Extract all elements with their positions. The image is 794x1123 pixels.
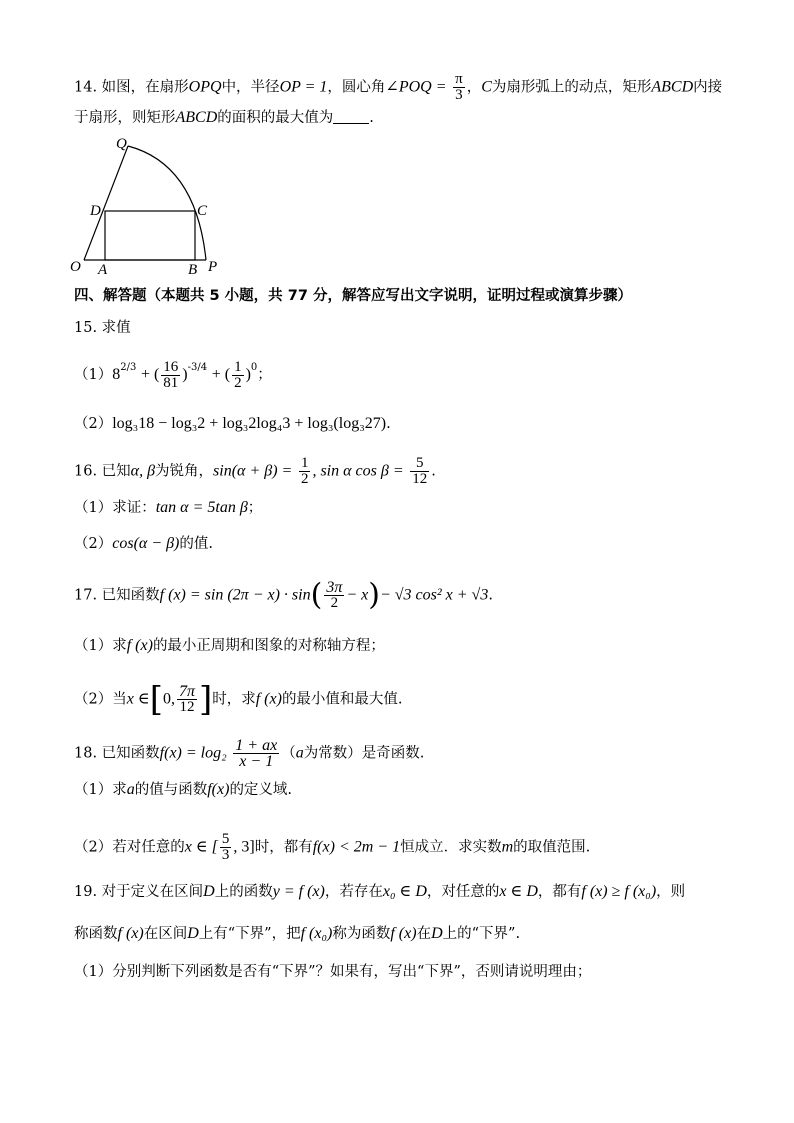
fraction-denominator: 81 bbox=[163, 374, 179, 391]
q18-a: a bbox=[126, 781, 135, 798]
fraction-denominator: 12 bbox=[179, 699, 195, 715]
q17-part-2 bbox=[74, 679, 403, 720]
q14-angle: ∠POQ = bbox=[385, 78, 447, 96]
label-b: B bbox=[188, 262, 198, 278]
answer-blank bbox=[333, 109, 369, 124]
q15-operator: + ( bbox=[211, 366, 231, 383]
q15-fraction bbox=[232, 360, 244, 391]
q19-d: D bbox=[187, 925, 199, 942]
label-p: P bbox=[208, 259, 218, 275]
part-label: （2）当 bbox=[74, 691, 127, 708]
q17-text: 的最小值和最大值. bbox=[281, 691, 403, 708]
q17-function: f (x) = sin (2π − x) · sin bbox=[159, 586, 311, 604]
q14-text: ， bbox=[466, 79, 482, 96]
q18-line bbox=[74, 738, 424, 769]
q17-part-1 bbox=[74, 636, 385, 656]
q17-interval: 0, bbox=[162, 690, 175, 708]
q18-text: 的取值范围. bbox=[513, 839, 591, 856]
q18-part-1 bbox=[74, 780, 292, 800]
q18-text: 已知函数 bbox=[101, 745, 160, 762]
q16-line bbox=[74, 456, 436, 487]
q16-vars: α, β bbox=[130, 462, 156, 480]
q14-line-2 bbox=[74, 108, 374, 128]
q18-part-2 bbox=[74, 832, 590, 863]
q19-f: f (x) bbox=[117, 925, 144, 942]
q17-text: 已知函数 bbox=[101, 587, 160, 604]
fraction-numerator: π bbox=[455, 71, 463, 87]
part-label: （2） bbox=[74, 536, 113, 552]
q14-line-1 bbox=[74, 72, 722, 103]
q17-f: f (x) bbox=[255, 690, 282, 708]
q19-fx0: f (x₀) bbox=[300, 925, 333, 942]
fraction-numerator: 5 bbox=[410, 456, 429, 472]
q16-text: 为锐角， bbox=[155, 463, 214, 480]
punctuation: ； bbox=[247, 500, 263, 516]
punctuation: . bbox=[386, 416, 391, 432]
q15-number: 15. bbox=[74, 320, 98, 336]
label-a: A bbox=[98, 262, 108, 278]
q14-text: 的面积的最大值为 bbox=[217, 110, 334, 126]
q17-fraction bbox=[177, 684, 197, 715]
q15-exponent: 0 bbox=[250, 362, 258, 373]
rectangle-abcd bbox=[105, 211, 195, 260]
q17-fraction bbox=[324, 580, 344, 611]
q16-text: 的值. bbox=[179, 536, 213, 552]
part-label: （1）求 bbox=[74, 782, 127, 798]
q15-part-1 bbox=[74, 358, 272, 391]
q17-function: − x bbox=[346, 586, 369, 604]
q14-sector: OPQ bbox=[188, 78, 222, 96]
q14-text: ，圆心角 bbox=[327, 79, 386, 96]
q17-function: − √3 cos² x + √3 bbox=[379, 586, 489, 604]
q15-part-2 bbox=[74, 414, 391, 434]
q18-interval: x ∈ [ bbox=[184, 838, 218, 856]
q18-text: 的值与函数 bbox=[134, 782, 208, 798]
fraction-numerator: 16 bbox=[163, 358, 179, 375]
q18-a: a bbox=[295, 744, 304, 762]
q18-fraction bbox=[233, 738, 279, 769]
q17-number: 17. bbox=[74, 587, 98, 604]
q16-equation: sin(α + β) = bbox=[213, 462, 293, 480]
q16-part-1 bbox=[74, 498, 262, 518]
bracket: [ bbox=[149, 679, 163, 720]
fraction-denominator: 3 bbox=[221, 847, 230, 863]
q19-text: 上有“下界”，把 bbox=[198, 926, 301, 942]
q15-exponent: 2/3 bbox=[120, 362, 137, 373]
q19-text: ，对任意的 bbox=[426, 884, 500, 900]
label-d: D bbox=[90, 203, 101, 219]
q18-interval: , 3] bbox=[233, 838, 255, 856]
q14-number: 14. bbox=[74, 79, 98, 96]
q18-m: m bbox=[501, 838, 514, 856]
part-label: （1） bbox=[74, 367, 113, 383]
q19-d: D bbox=[203, 883, 215, 900]
q19-text: ，则 bbox=[656, 884, 686, 900]
q15-fraction bbox=[161, 360, 180, 391]
q16-number: 16. bbox=[74, 463, 98, 480]
label-c: C bbox=[197, 203, 208, 219]
q19-inequality: f (x) ≥ f (x₀) bbox=[581, 883, 657, 900]
q19-line-1 bbox=[74, 882, 685, 902]
arc-qp bbox=[128, 146, 206, 260]
q17-line bbox=[74, 577, 493, 613]
q14-rect: ABCD bbox=[651, 78, 694, 96]
q15-paren: ) bbox=[245, 366, 251, 383]
q19-text: 上的“下界”. bbox=[442, 926, 521, 942]
q14-angle-fraction bbox=[453, 72, 465, 103]
paren: ( bbox=[310, 577, 323, 613]
q18-text: 为常数）是奇函数. bbox=[303, 745, 425, 762]
punctuation: ； bbox=[257, 367, 272, 383]
q19-text: ，若存在 bbox=[324, 884, 383, 900]
sector-figure bbox=[66, 134, 226, 280]
q17-text: 的最小正周期和图象的对称轴方程； bbox=[152, 638, 385, 654]
q17-text: 时，求 bbox=[212, 691, 256, 708]
q19-text: 称函数 bbox=[74, 926, 118, 942]
q19-part-1: （1）分别判断下列函数是否有“下界”？如果有，写出“下界”，否则请说明理由； bbox=[74, 964, 592, 980]
q16-equation: , sin α cos β = bbox=[312, 462, 404, 480]
q17-interval: x ∈ bbox=[126, 690, 150, 708]
q19-text: 上的函数 bbox=[214, 884, 273, 900]
section-title: 四、解答题（本题共 5 小题，共 77 分，解答应写出文字说明，证明过程或演算步骤） bbox=[74, 288, 632, 304]
q19-x0: x₀ ∈ D bbox=[382, 883, 427, 900]
q19-d: D bbox=[431, 925, 443, 942]
fraction-numerator: 1 bbox=[300, 455, 309, 471]
part-label: （2） bbox=[74, 416, 113, 432]
fraction-denominator: 12 bbox=[412, 471, 428, 487]
fraction-denominator: 2 bbox=[300, 471, 309, 487]
q16-part-2 bbox=[74, 534, 213, 554]
fraction-denominator: 3 bbox=[455, 87, 463, 103]
q15-header bbox=[74, 318, 131, 338]
q14-point-c: C bbox=[481, 78, 492, 96]
punctuation: . bbox=[488, 587, 493, 604]
q15-title: 求值 bbox=[101, 320, 131, 336]
fraction-numerator: 1 bbox=[234, 358, 242, 375]
q16-proof-target: tan α = 5tan β bbox=[155, 499, 248, 516]
q18-text: （ bbox=[281, 745, 296, 762]
bracket: ] bbox=[198, 679, 213, 720]
q19-line-2 bbox=[74, 924, 520, 944]
part-label: （2）若对任意的 bbox=[74, 839, 185, 856]
part-label: （1）求 bbox=[74, 638, 127, 654]
q15-operator: + ( bbox=[140, 366, 160, 383]
q19-number: 19. bbox=[74, 884, 98, 900]
fraction-numerator: 5 bbox=[221, 831, 230, 847]
fraction-numerator: 3π bbox=[326, 579, 343, 596]
q19-text: ，都有 bbox=[537, 884, 582, 900]
q15-paren: ) bbox=[182, 366, 188, 383]
q15-log-expression: log₃18 − log₃2 + log₃2log₄3 + log₃(log₃27) bbox=[112, 415, 387, 432]
q14-text: 于扇形，则矩形 bbox=[74, 110, 176, 126]
q19-text: 在区间 bbox=[143, 926, 188, 942]
q17-f: f (x) bbox=[126, 637, 153, 654]
fraction-denominator: x − 1 bbox=[239, 753, 274, 770]
label-q: Q bbox=[116, 136, 127, 152]
q14-text: 内接 bbox=[693, 79, 723, 96]
q15-base: 8 bbox=[112, 366, 121, 383]
q14-radius: OP = 1 bbox=[279, 78, 328, 96]
punctuation: . bbox=[431, 463, 436, 480]
q16-fraction bbox=[299, 456, 311, 487]
q14-text: 如图，在扇形 bbox=[101, 79, 189, 96]
q14-text: 中，半径 bbox=[221, 79, 280, 96]
fraction-numerator: 7π bbox=[178, 683, 195, 700]
q19-text: 在 bbox=[416, 926, 432, 942]
q14-text: 为扇形弧上的动点，矩形 bbox=[491, 79, 652, 96]
q14-rect: ABCD bbox=[175, 109, 218, 126]
q16-fraction bbox=[410, 456, 429, 487]
fraction-denominator: 2 bbox=[234, 374, 242, 391]
q18-text: 的定义域. bbox=[229, 782, 293, 798]
q19-text: 对于定义在区间 bbox=[101, 884, 204, 900]
q16-target: cos(α − β) bbox=[112, 535, 180, 552]
label-o: O bbox=[70, 259, 81, 275]
q19-x: x ∈ D bbox=[499, 883, 538, 900]
q18-inequality: f(x) < 2m − 1 bbox=[312, 838, 401, 856]
q18-fraction bbox=[220, 832, 232, 863]
q19-f: f (x) bbox=[390, 925, 417, 942]
q18-f: f(x) bbox=[207, 781, 230, 798]
q15-exponent: -3/4 bbox=[187, 362, 208, 373]
q18-text: 恒成立．求实数 bbox=[400, 839, 502, 856]
part-label: （1）求证： bbox=[74, 500, 156, 516]
q16-text: 已知 bbox=[101, 463, 131, 480]
q19-function: y = f (x) bbox=[272, 883, 325, 900]
q18-number: 18. bbox=[74, 745, 98, 762]
fraction-denominator: 2 bbox=[330, 595, 339, 611]
q19-text: 称为函数 bbox=[332, 926, 391, 942]
fraction-numerator: 1 + ax bbox=[235, 737, 278, 754]
paren: ) bbox=[368, 577, 380, 613]
q18-text: 时，都有 bbox=[254, 839, 313, 856]
q14-text: . bbox=[369, 110, 374, 126]
q18-function: f(x) = log₂ bbox=[159, 744, 227, 762]
